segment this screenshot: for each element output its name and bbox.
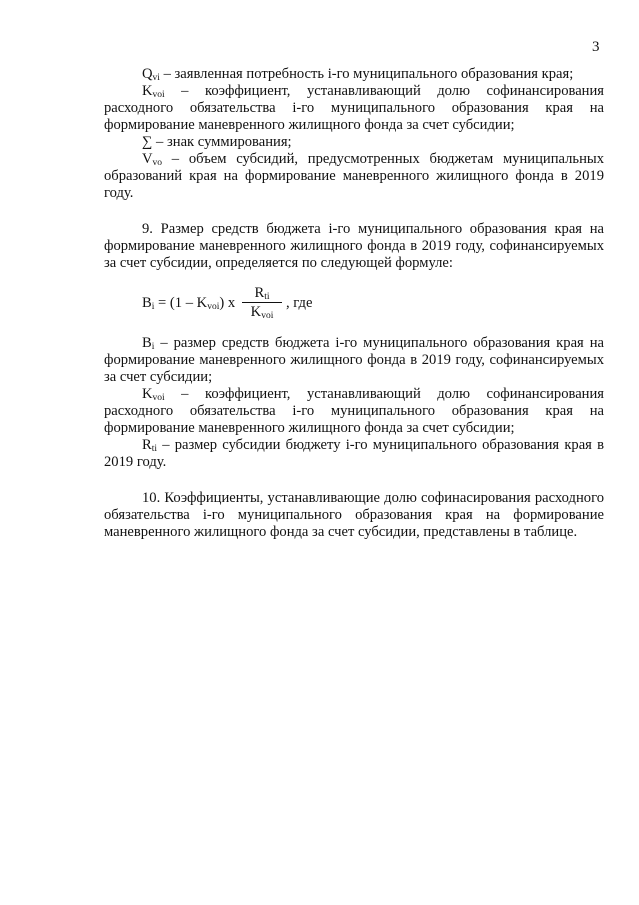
page-number: 3 xyxy=(592,39,600,55)
subscript: voi xyxy=(152,393,165,403)
definition-sum xyxy=(104,134,604,151)
subscript: i xyxy=(151,342,155,352)
definition-text: – коэффициент, устанавливающий долю софинансирования расходного обязательства i-го муниципального образования края на формирование маневренного жилищного фонда за счет субсидии; xyxy=(104,83,604,133)
subscript: vi xyxy=(152,73,160,83)
fraction-denominator xyxy=(242,303,282,320)
definition-text: – объем субсидий, предусмотренных бюджетам муниципальных образований края на формирование маневренного жилищного фонда в 2019 году. xyxy=(104,151,604,201)
formula-subscript: voi xyxy=(261,311,274,321)
definition-r-ti xyxy=(104,437,604,471)
definition-b-i xyxy=(104,335,604,386)
formula-symbol: B xyxy=(142,295,152,311)
symbol: V xyxy=(142,151,153,167)
formula-text: = (1 – K xyxy=(154,295,208,311)
symbol: R xyxy=(142,437,152,453)
definition-v-vo xyxy=(104,151,604,202)
formula-subscript: voi xyxy=(207,302,220,312)
item-9-paragraph: 9. Размер средств бюджета i-го муниципального образования края на формирование маневренного жилищного фонда в 2019 году, софинансируемых за счет субсидии, определяется по следующей формуле: xyxy=(104,221,604,271)
formula-symbol: R xyxy=(254,285,265,301)
formula-fraction xyxy=(242,285,282,320)
symbol: ∑ xyxy=(142,134,153,150)
symbol: Q xyxy=(142,66,153,82)
symbol: K xyxy=(142,83,153,99)
formula-text: ) x xyxy=(219,295,236,311)
symbol: B xyxy=(142,335,152,351)
item-10-paragraph: 10. Коэффициенты, устанавливающие долю софинасирования расходного обязательства i-го муниципального образования края на формирование маневренного жилищного фонда за счет субсидии, представлены в таблице. xyxy=(104,490,604,540)
formula-tail: , где xyxy=(286,295,313,311)
formula-subscript: i xyxy=(151,302,155,312)
fraction-numerator xyxy=(242,285,282,303)
definition-text: – знак суммирования; xyxy=(152,134,292,150)
formula xyxy=(104,285,604,319)
definition-q-vi xyxy=(104,66,604,83)
formula-subscript: ti xyxy=(264,292,270,302)
definition-k-voi xyxy=(104,83,604,134)
definition-text: – размер средств бюджета i-го муниципального образования края на формирование маневренного жилищного фонда в 2019 году, софинансируемых за счет субсидии; xyxy=(104,335,604,385)
subscript: voi xyxy=(152,90,165,100)
symbol: K xyxy=(142,386,153,402)
document-body xyxy=(104,66,604,541)
formula-symbol: K xyxy=(250,304,262,320)
definition-text: – размер субсидии бюджету i-го муниципального образования края в 2019 году. xyxy=(104,437,604,470)
definition-k-voi-2 xyxy=(104,386,604,437)
subscript: vo xyxy=(152,158,163,168)
definition-text: – коэффициент, устанавливающий долю софинансирования расходного обязательства i-го муниципального образования края на формирование маневренного жилищного фонда за счет субсидии; xyxy=(104,386,604,436)
formula-lhs xyxy=(142,295,235,312)
subscript: ti xyxy=(151,444,158,454)
definition-text: – заявленная потребность i-го муниципального образования края; xyxy=(159,66,574,82)
